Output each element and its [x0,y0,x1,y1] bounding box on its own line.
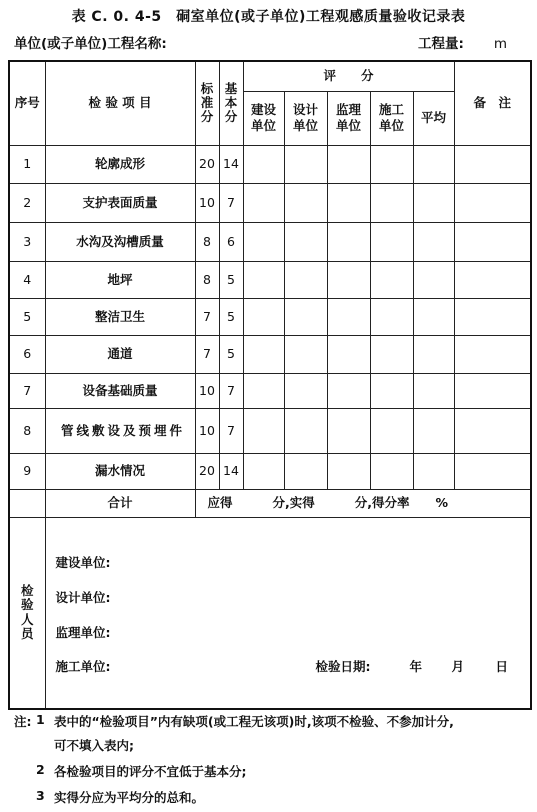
header-builder: 施工单位 [370,91,413,145]
standard-cell: 10 [195,183,219,222]
note-2-text: 各检验项目的评分不宜低于基本分; [54,764,247,779]
note-1-text-continued: 可不填入表内; [54,738,134,753]
header-average: 平均 [413,91,454,145]
score-cell[interactable] [370,408,413,453]
item-cell: 管线敷设及预埋件 [45,408,195,453]
project-name-label: 单位(或子单位)工程名称: [14,36,167,52]
header-basic: 基本分 [219,61,243,145]
score-cell[interactable] [284,298,327,335]
standard-cell: 20 [195,453,219,489]
score-cell[interactable] [327,183,370,222]
score-cell[interactable] [413,145,454,183]
score-cell[interactable] [327,335,370,373]
item-cell: 轮廓成形 [45,145,195,183]
total-actual-label: 分,实得 [272,495,315,511]
item-cell: 水沟及沟槽质量 [45,222,195,261]
remark-cell[interactable] [454,261,531,298]
remark-cell[interactable] [454,335,531,373]
remark-cell[interactable] [454,145,531,183]
inspectors-label-cell [9,517,45,709]
score-cell[interactable] [243,453,284,489]
score-cell[interactable] [284,408,327,453]
score-cell[interactable] [413,222,454,261]
header-remark: 备 注 [454,61,531,145]
remark-cell[interactable] [454,408,531,453]
builder-unit-label: 施工单位: [55,658,111,674]
seq-cell: 3 [9,222,45,261]
remark-cell[interactable] [454,453,531,489]
table-row [9,453,531,489]
table-row [9,183,531,222]
table-row [9,335,531,373]
note-3-number: 3 [36,788,45,803]
header-item: 检 验 项 目 [45,61,195,145]
quantity-label: 工程量: [418,36,464,52]
design-unit-label: 设计单位: [55,589,111,605]
table-row [9,298,531,335]
item-cell: 通道 [45,335,195,373]
form-title: 表 C. 0. 4-5 硐室单位(或子单位)工程观感质量验收记录表 [71,9,466,25]
date-month: 月 [451,658,465,674]
table-row [9,222,531,261]
inspection-date-label: 检验日期: [315,658,371,674]
inspectors-row [9,517,531,709]
score-cell[interactable] [413,408,454,453]
score-cell[interactable] [243,298,284,335]
basic-cell: 5 [219,261,243,298]
score-cell[interactable] [327,298,370,335]
header-row-top [9,61,531,91]
standard-cell: 7 [195,335,219,373]
seq-cell: 5 [9,298,45,335]
date-year: 年 [409,658,423,674]
score-cell[interactable] [284,335,327,373]
score-cell[interactable] [413,335,454,373]
standard-cell: 8 [195,261,219,298]
basic-cell: 7 [219,408,243,453]
table-row [9,373,531,408]
score-cell[interactable] [413,453,454,489]
score-cell[interactable] [243,335,284,373]
item-cell: 设备基础质量 [45,373,195,408]
supervision-unit-label: 监理单位: [55,624,111,640]
score-cell[interactable] [327,453,370,489]
total-seq-cell [9,489,45,517]
total-row [9,489,531,517]
total-label: 合计 [45,489,195,517]
table-row [9,261,531,298]
remark-cell[interactable] [454,222,531,261]
standard-cell: 10 [195,373,219,408]
score-cell[interactable] [370,222,413,261]
score-cell[interactable] [413,183,454,222]
remark-cell[interactable] [454,183,531,222]
header-design: 设计单位 [284,91,327,145]
score-cell[interactable] [284,373,327,408]
basic-cell: 5 [219,335,243,373]
score-cell[interactable] [243,408,284,453]
item-cell: 漏水情况 [45,453,195,489]
score-cell[interactable] [284,261,327,298]
inspectors-label: 检验人员 [20,582,34,641]
note-prefix: 注: [14,714,32,729]
score-cell[interactable] [327,222,370,261]
standard-cell: 8 [195,222,219,261]
standard-cell: 20 [195,145,219,183]
score-cell[interactable] [413,298,454,335]
total-rate-label: 分,得分率 [354,495,410,511]
score-cell[interactable] [284,222,327,261]
score-cell[interactable] [327,373,370,408]
score-cell[interactable] [243,183,284,222]
basic-cell: 7 [219,373,243,408]
score-cell[interactable] [370,183,413,222]
standard-cell: 7 [195,298,219,335]
score-cell[interactable] [284,453,327,489]
quantity-unit: m [493,36,508,52]
score-cell[interactable] [413,261,454,298]
total-should-label: 应得 [207,495,233,511]
basic-cell: 14 [219,453,243,489]
seq-cell: 1 [9,145,45,183]
header-score: 评 分 [243,61,454,91]
note-1-text: 表中的“检验项目”内有缺项(或工程无该项)时,该项不检验、不参加计分, [54,714,454,729]
inspection-table [8,60,532,710]
remark-cell[interactable] [454,298,531,335]
table-row [9,408,531,453]
seq-cell: 7 [9,373,45,408]
header-construction: 建设单位 [243,91,284,145]
construction-unit-label: 建设单位: [55,554,111,570]
standard-cell: 10 [195,408,219,453]
score-cell[interactable] [284,183,327,222]
header-seq: 序号 [9,61,45,145]
seq-cell: 2 [9,183,45,222]
note-2-number: 2 [36,762,45,777]
score-cell[interactable] [243,261,284,298]
score-cell[interactable] [370,453,413,489]
score-cell[interactable] [370,298,413,335]
date-day: 日 [495,658,509,674]
header-supervision: 监理单位 [327,91,370,145]
total-percent-label: % [435,495,449,511]
score-cell[interactable] [327,261,370,298]
table-row [9,145,531,183]
basic-cell: 7 [219,183,243,222]
item-cell: 整洁卫生 [45,298,195,335]
score-cell[interactable] [243,222,284,261]
seq-cell: 9 [9,453,45,489]
score-cell[interactable] [243,145,284,183]
score-cell[interactable] [370,335,413,373]
seq-cell: 6 [9,335,45,373]
remark-cell[interactable] [454,373,531,408]
quantity-field [418,32,507,52]
item-cell: 地坪 [45,261,195,298]
basic-cell: 6 [219,222,243,261]
note-3-text: 实得分应为平均分的总和。 [54,790,205,805]
signature-area [45,517,531,709]
score-cell[interactable] [413,373,454,408]
score-cell[interactable] [370,373,413,408]
seq-cell: 4 [9,261,45,298]
score-cell[interactable] [327,145,370,183]
item-cell: 支护表面质量 [45,183,195,222]
score-cell[interactable] [327,408,370,453]
score-cell[interactable] [370,145,413,183]
header-standard: 标准分 [195,61,219,145]
note-1-number: 1 [36,712,45,727]
score-cell[interactable] [243,373,284,408]
total-summary [195,489,531,517]
seq-cell: 8 [9,408,45,453]
basic-cell: 5 [219,298,243,335]
score-cell[interactable] [284,145,327,183]
score-cell[interactable] [370,261,413,298]
basic-cell: 14 [219,145,243,183]
